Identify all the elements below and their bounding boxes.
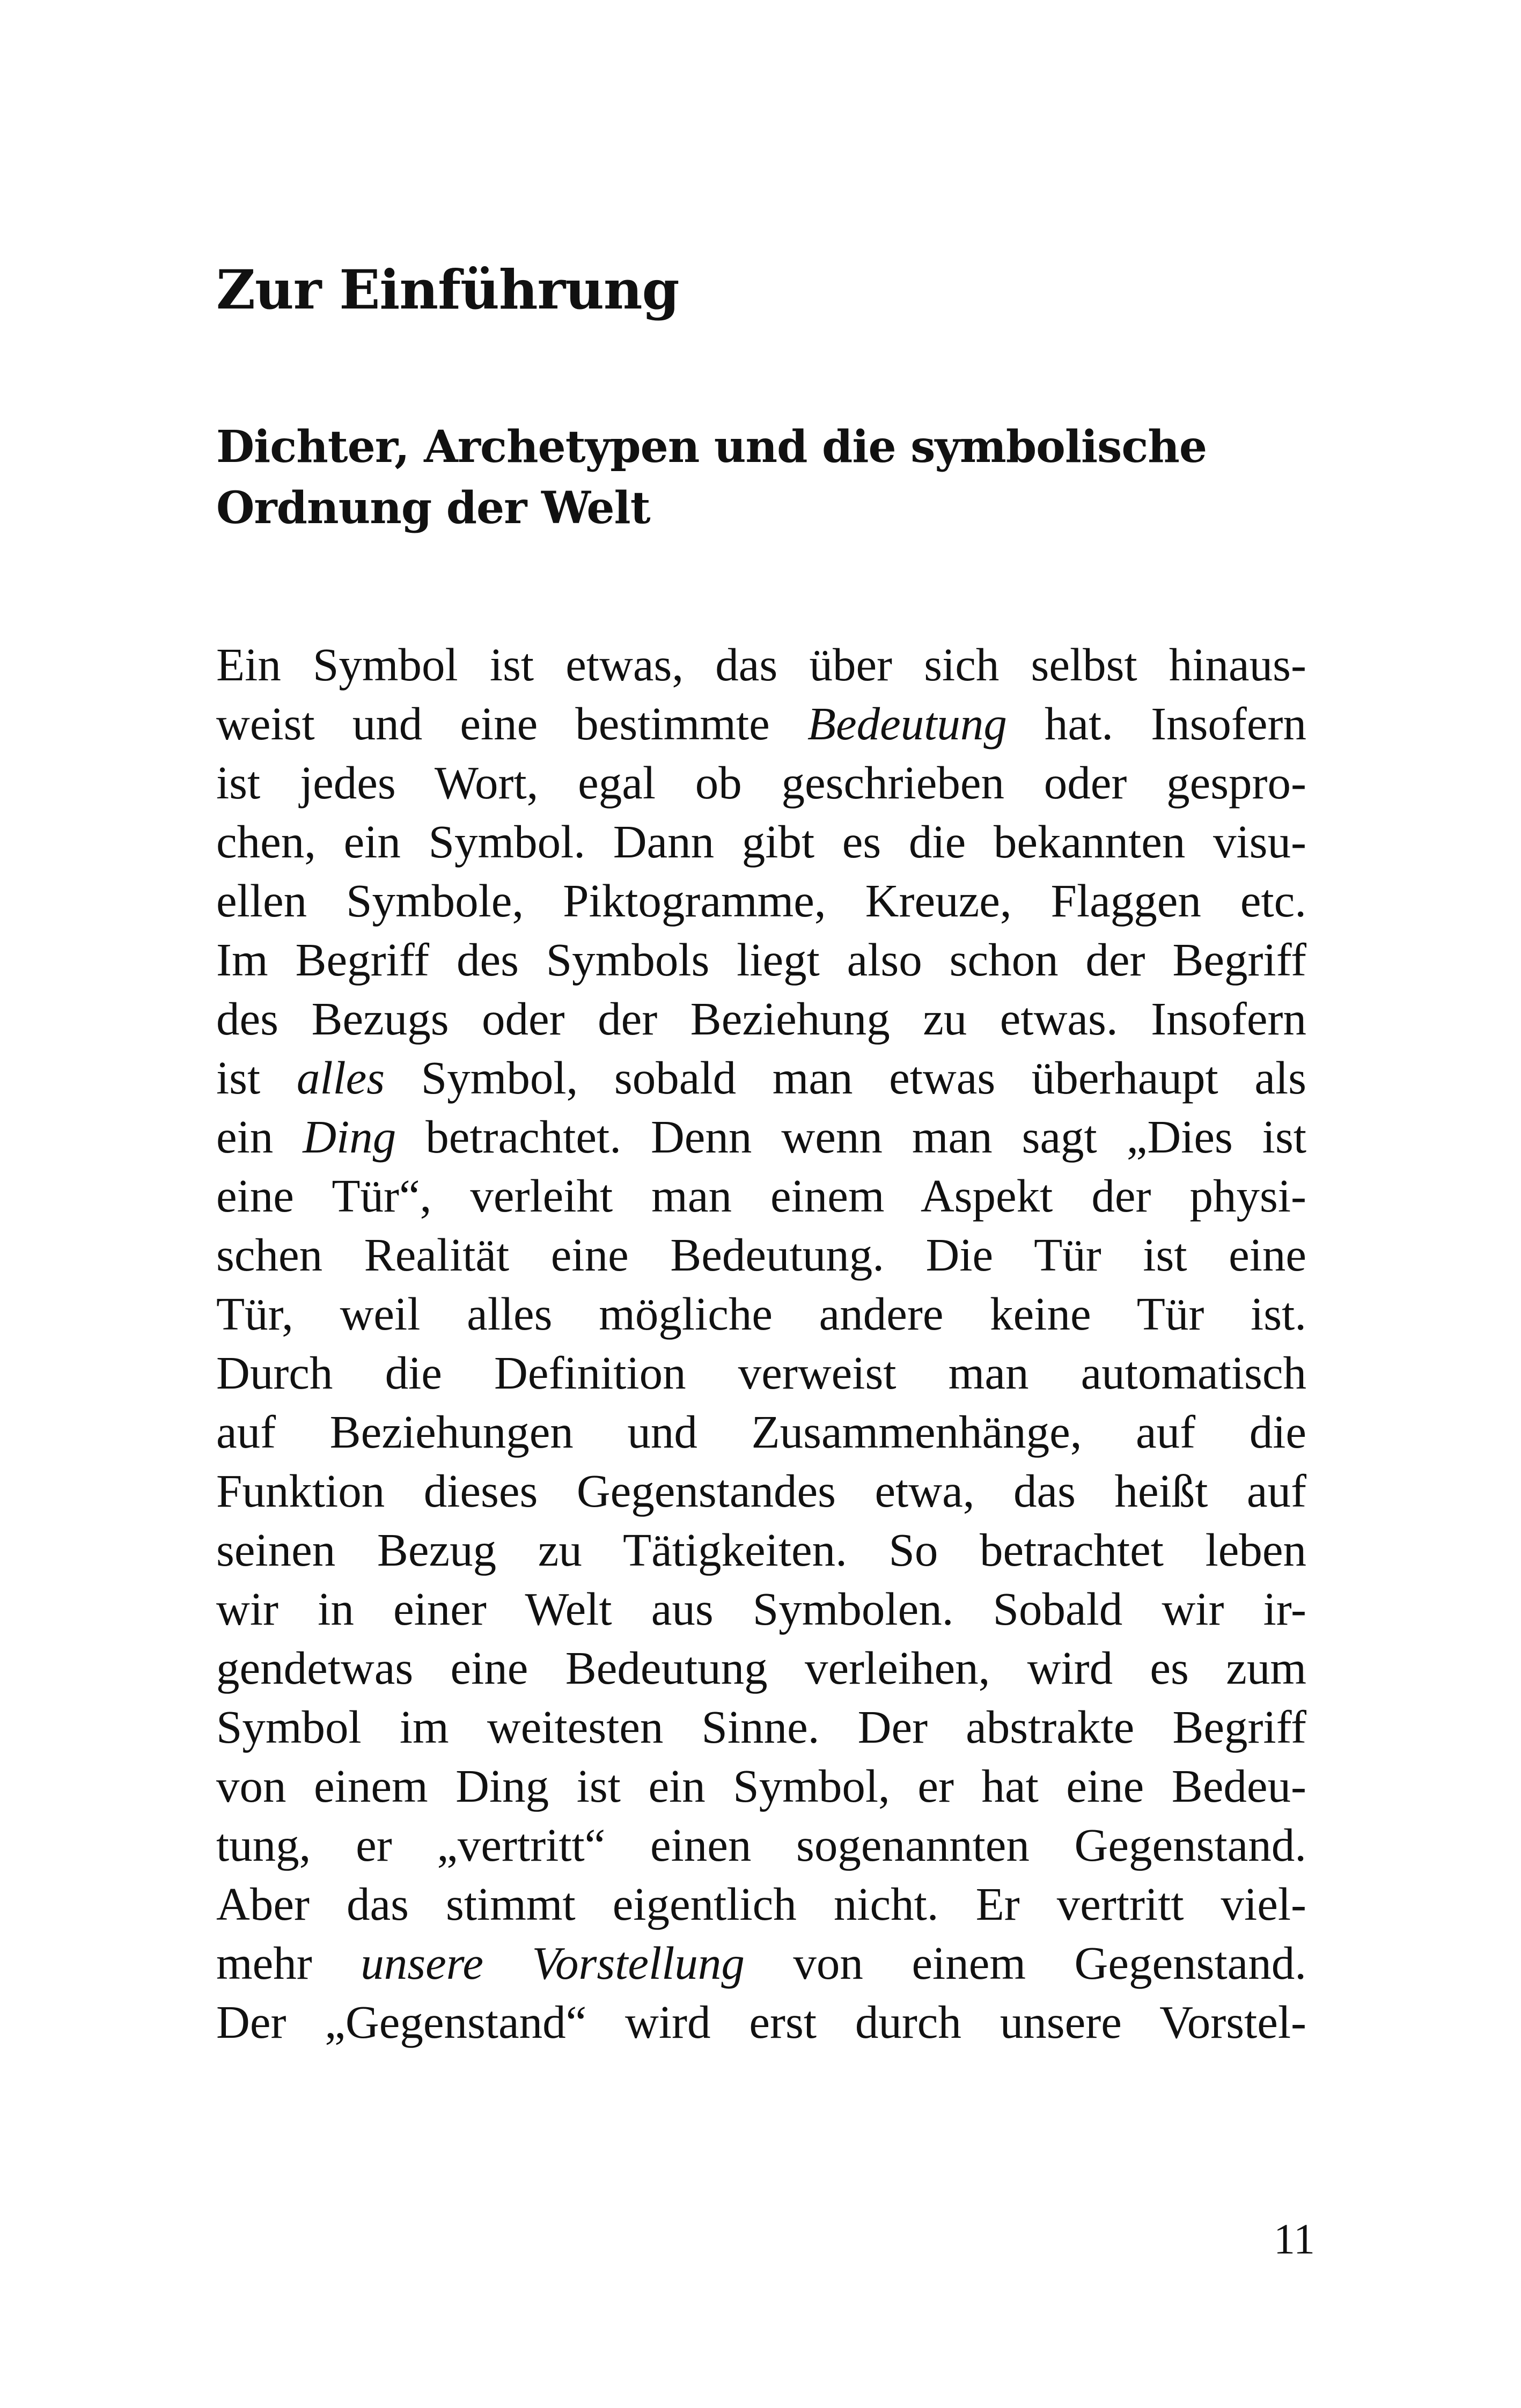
text-segment: Ein Symbol ist etwas, das über sich selbst hinaus- bbox=[216, 638, 1306, 691]
text-line bbox=[216, 1462, 1306, 1521]
chapter-title: Zur Einführung bbox=[216, 258, 679, 321]
text-segment: auf Beziehungen und Zusammenhänge, auf die bbox=[216, 1406, 1306, 1458]
text-line bbox=[216, 1639, 1306, 1698]
text-segment: wir in einer Welt aus Symbolen. Sobald wir ir- bbox=[216, 1583, 1306, 1635]
text-segment: weist und eine bestimmte bbox=[216, 698, 807, 750]
text-line bbox=[216, 1107, 1306, 1166]
text-segment: chen, ein Symbol. Dann gibt es die bekannten visu- bbox=[216, 816, 1306, 868]
text-segment: schen Realität eine Bedeutung. Die Tür ist eine bbox=[216, 1229, 1306, 1281]
emphasis: Ding bbox=[303, 1111, 396, 1163]
text-segment: Symbol, sobald man etwas überhaupt als bbox=[385, 1052, 1306, 1104]
section-title-line: Dichter, Archetypen und die symbolische bbox=[216, 421, 1207, 473]
text-segment: ist bbox=[216, 1052, 297, 1104]
text-segment: von einem Ding ist ein Symbol, er hat eine Bedeu- bbox=[216, 1760, 1306, 1812]
text-line bbox=[216, 1816, 1306, 1875]
text-segment: ein bbox=[216, 1111, 303, 1163]
text-segment: Tür, weil alles mögliche andere keine Tür ist. bbox=[216, 1288, 1306, 1340]
text-segment: von einem Gegenstand. bbox=[744, 1937, 1306, 1989]
text-line bbox=[216, 930, 1306, 989]
text-line bbox=[216, 1698, 1306, 1757]
text-segment: Aber das stimmt eigentlich nicht. Er vertritt viel- bbox=[216, 1878, 1306, 1930]
text-segment: ellen Symbole, Piktogramme, Kreuze, Flaggen etc. bbox=[216, 875, 1306, 927]
text-line bbox=[216, 1166, 1306, 1225]
text-segment: Funktion dieses Gegenstandes etwa, das heißt auf bbox=[216, 1465, 1306, 1517]
text-line bbox=[216, 989, 1306, 1048]
text-segment: Der „Gegenstand“ wird erst durch unsere Vorstel- bbox=[216, 1996, 1306, 2048]
text-line bbox=[216, 871, 1306, 930]
text-line bbox=[216, 1225, 1306, 1284]
text-segment: Durch die Definition verweist man automatisch bbox=[216, 1347, 1306, 1399]
text-line bbox=[216, 1284, 1306, 1344]
section-title-line: Ordnung der Welt bbox=[216, 482, 650, 534]
emphasis: alles bbox=[296, 1052, 385, 1104]
page-number: 11 bbox=[1273, 2216, 1315, 2263]
text-line bbox=[216, 1048, 1306, 1107]
body-paragraph bbox=[216, 635, 1306, 2052]
text-segment: Im Begriff des Symbols liegt also schon der Begriff bbox=[216, 934, 1306, 986]
text-line bbox=[216, 1934, 1306, 1993]
text-segment: eine Tür“, verleiht man einem Aspekt der physi- bbox=[216, 1170, 1306, 1222]
text-line bbox=[216, 1580, 1306, 1639]
text-line bbox=[216, 1993, 1306, 2052]
text-line bbox=[216, 1757, 1306, 1816]
text-line bbox=[216, 1403, 1306, 1462]
emphasis: unsere Vorstellung bbox=[361, 1937, 745, 1989]
text-segment: des Bezugs oder der Beziehung zu etwas. Insofern bbox=[216, 993, 1306, 1045]
text-segment: seinen Bezug zu Tätigkeiten. So betrachtet leben bbox=[216, 1524, 1306, 1576]
text-line bbox=[216, 694, 1306, 753]
text-segment: tung, er „vertritt“ einen sogenannten Gegenstand. bbox=[216, 1819, 1306, 1871]
text-segment: ist jedes Wort, egal ob geschrieben oder gespro- bbox=[216, 757, 1306, 809]
text-line bbox=[216, 1344, 1306, 1403]
text-line bbox=[216, 635, 1306, 694]
emphasis: Bedeutung bbox=[807, 698, 1007, 750]
text-line bbox=[216, 753, 1306, 812]
section-title bbox=[216, 416, 1343, 539]
text-segment: gendetwas eine Bedeutung verleihen, wird es zum bbox=[216, 1642, 1306, 1694]
text-segment: betrachtet. Denn wenn man sagt „Dies ist bbox=[396, 1111, 1306, 1163]
text-segment: hat. Insofern bbox=[1006, 698, 1306, 750]
text-line bbox=[216, 1875, 1306, 1934]
text-line bbox=[216, 812, 1306, 871]
text-segment: mehr bbox=[216, 1937, 361, 1989]
text-line bbox=[216, 1521, 1306, 1580]
text-segment: Symbol im weitesten Sinne. Der abstrakte Begriff bbox=[216, 1701, 1306, 1753]
